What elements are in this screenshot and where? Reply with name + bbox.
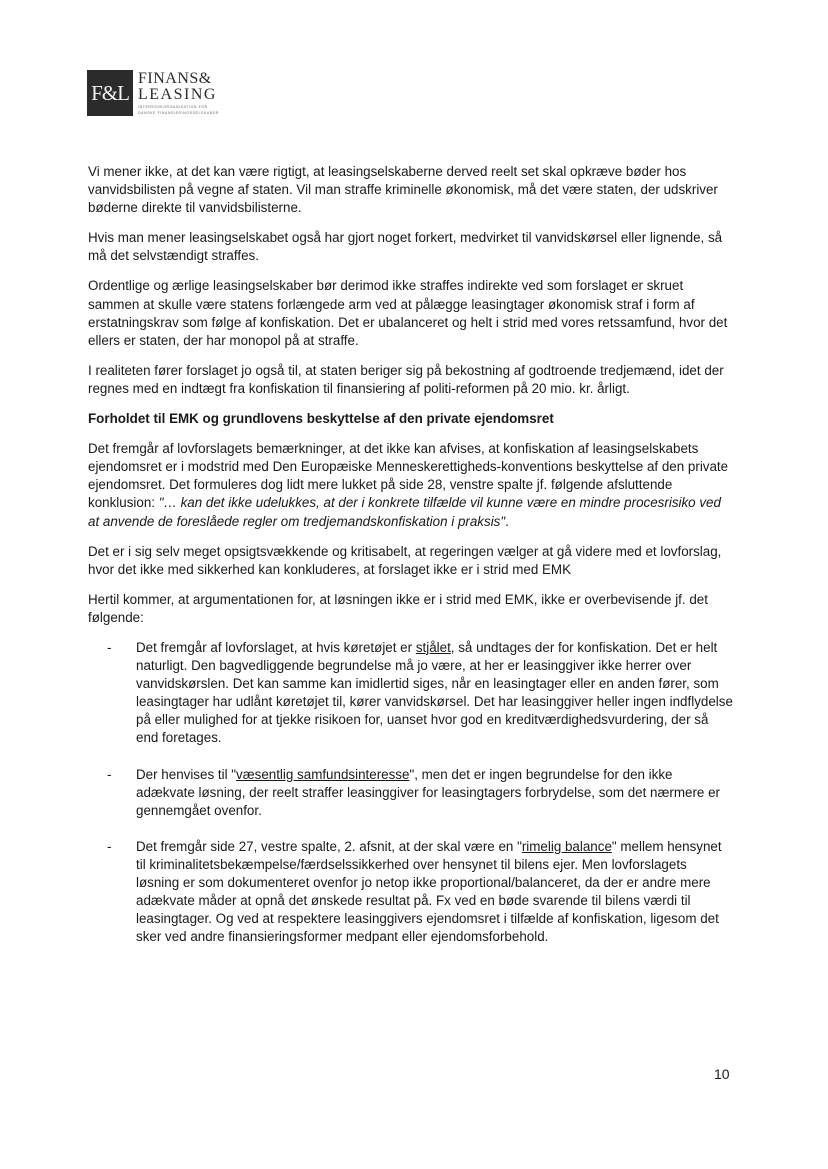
logo-wordmark — [138, 70, 219, 115]
paragraph-7: Hertil kommer, at argumentationen for, at løsningen ikke er i strid med EMK, ikke er overbevisende jf. det følgende: — [88, 591, 708, 625]
list-item — [88, 766, 733, 820]
bullet-1-underlined: stjålet — [415, 639, 451, 655]
logo-subline-2: DANSKE FINANSIERINGSSELSKABER — [138, 111, 219, 115]
logo-subline-1: INTERESSEORGANISATION FOR — [138, 105, 208, 109]
document-body — [88, 163, 733, 964]
bullet-2-text-cont: ", men det er ingen begrundelse for den ikke adækvate løsning, der reelt straffer leasinggiver for leasingtagers forbrydelse, som det nærmere er gennemgået ovenfor. — [136, 766, 721, 818]
company-logo — [87, 70, 219, 118]
paragraph-5-end: . — [505, 513, 509, 529]
bullet-1-text: Det fremgår af lovforslaget, at hvis køretøjet er — [136, 639, 416, 655]
list-item — [88, 639, 733, 748]
bullet-3-text-cont: " mellem hensynet til kriminalitetsbekæmpelse/færdselssikkerhed over hensynet til bilens ejer. Men lovforslagets løsning er som dokumenteret ovenfor jo netop ikke proportional/balanceret, da der er andre mere adækvate måder at opnå det ønskede resultat på. Fx ved en bøde svarende til bilens værdi til leasingtager. Og ved at respektere leasinggivers ejendomsret i tilfælde af konfiskation, ligesom det sker ved andre finansieringsformer medpant eller ejendomsforbehold. — [136, 838, 722, 945]
paragraph-3: Ordentlige og ærlige leasingselskaber bør derimod ikke straffes indirekte ved som forslaget er skruet sammen at skulle være statens forlængede arm ved at pålægge leasingtager økonomisk straf i form af erstatningskrav som følge af konfiskation. Det er ubalanceret og helt i strid med vores retssamfund, hvor det ellers er staten, der har monopol på at straffe. — [88, 278, 728, 348]
bullet-1-text-cont: , så undtages der for konfiskation. Det er helt naturligt. Den bagvedliggende begrundelse må jo være, at her er leasinggiver ikke herrer over vanvidskørslen. Det kan samme kan imidlertid siges, når en leasingtager eller en anden fører, som leasingtager har udlånt køretøjet til, kører vanvidskørsel. Det har leasinggiver heller ingen indflydelse på eller mulighed for at tjekke risikoen for, uanset hvor god en kreditværdighedsvurdering, der så end foretages. — [136, 639, 733, 746]
logo-line-finans: FINANS& — [138, 70, 212, 87]
paragraph-1: Vi mener ikke, at det kan være rigtigt, at leasingselskaberne derved reelt set skal opkræve bøder hos vanvidsbilisten på vegne af staten. Vil man straffe kriminelle økonomisk, må det være staten, der udskriver bøderne direkte til vanvidsbilisterne. — [88, 164, 718, 216]
bullet-dash: - — [107, 639, 112, 655]
bullet-dash: - — [107, 766, 112, 782]
paragraph-6: Det er i sig selv meget opsigtsvækkende og kritisabelt, at regeringen vælger at gå videre med et lovforslag, hvor det ikke med sikkerhed kan konkluderes, at forslaget ikke er i strid med EMK — [88, 543, 722, 577]
paragraph-5-quote: "… kan det ikke udelukkes, at der i konkrete tilfælde vil kunne være en mindre procesrisiko ved at anvende de foreslåede regler om tredjemandskonfiskation i praksis" — [88, 495, 721, 529]
logo-line-leasing: LEASING — [138, 86, 217, 103]
bullet-3-text: Det fremgår side 27, vestre spalte, 2. afsnit, at der skal være en " — [136, 838, 522, 854]
page-number: 10 — [714, 1066, 730, 1082]
bullet-dash: - — [107, 838, 112, 854]
bullet-3-underlined: rimelig balance — [521, 838, 612, 854]
paragraph-4: I realiteten fører forslaget jo også til, at staten beriger sig på bekostning af godtroende tredjemænd, idet der regnes med en indtægt fra konfiskation til finansiering af politi-reformen på 20 mio. kr. årligt. — [88, 362, 724, 396]
paragraph-2: Hvis man mener leasingselskabet også har gjort noget forkert, medvirket til vanvidskørsel eller lignende, så må det selvstændigt straffes. — [88, 230, 723, 264]
argument-list — [88, 639, 733, 946]
bullet-2-underlined: væsentlig samfundsinteresse — [236, 766, 410, 782]
logo-mark: F&L — [87, 70, 133, 116]
section-heading: Forholdet til EMK og grundlovens beskyttelse af den private ejendomsret — [88, 411, 554, 427]
paragraph-5-text: Det fremgår af lovforslagets bemærkninger, at det ikke kan afvises, at konfiskation af leasingselskabets ejendomsret er i modstrid med Den Europæiske Menneskerettigheds-konventions beskyttelse af den private ejendomsret. Det formuleres dog lidt mere lukket på side 28, venstre spalte jf. følgende afsluttende konklusion: — [88, 441, 729, 511]
bullet-2-text: Der henvises til " — [136, 766, 237, 782]
paragraph-5 — [88, 440, 733, 530]
list-item — [88, 838, 733, 947]
